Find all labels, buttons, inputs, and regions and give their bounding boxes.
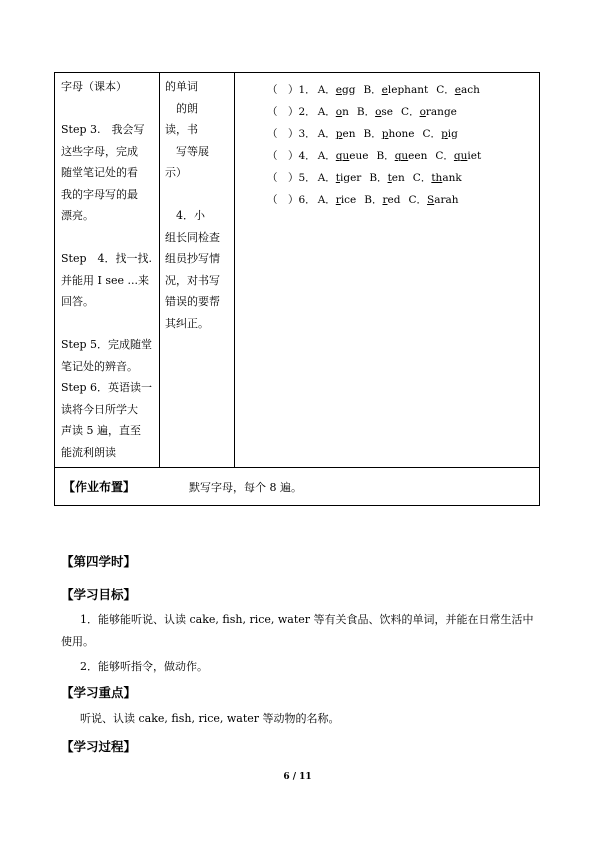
col1-line: 我的字母写的最 (61, 187, 138, 201)
col2-line: 读，书 (165, 123, 198, 136)
quiz-item (267, 170, 462, 185)
option-underlined: t (335, 172, 341, 184)
col1-line: 这些字母，完成 (61, 144, 138, 158)
quiz-number: 5． (298, 172, 316, 184)
option-label: C． (401, 106, 420, 118)
option-underlined: p (441, 128, 448, 140)
col1-line (61, 227, 152, 249)
option-text: gg (342, 84, 356, 96)
col1-line (61, 313, 152, 335)
col2-line: 示） (165, 166, 187, 179)
col1-line: 读将今日所学大 (61, 402, 138, 416)
option-label: A． (317, 150, 336, 162)
option-label: A． (317, 84, 336, 96)
option-label: C． (422, 128, 442, 140)
quiz-number: 1． (298, 84, 316, 96)
homework-text: 默写字母，每个 8 遍。 (189, 481, 302, 494)
heading-focus: 【学习重点】 (61, 685, 137, 700)
col1-line: 回答。 (61, 295, 94, 308)
col1-line: Step 3. 我会写 (61, 123, 145, 136)
option-underlined: p (335, 128, 343, 140)
col2-line: 组长同检查 (165, 230, 220, 244)
option-label: B． (363, 128, 382, 140)
option-text: iger (340, 172, 362, 184)
option-label: C． (436, 84, 455, 96)
option-underlined: r (382, 194, 388, 206)
col1-line: Step 5．完成随堂 (61, 338, 153, 351)
option-label: B． (363, 84, 382, 96)
heading-period: 【第四学时】 (61, 554, 137, 569)
goal2: 2．能够听指令，做动作。 (80, 660, 208, 673)
quiz-number: 4． (298, 150, 316, 162)
option-text: lephant (387, 84, 429, 96)
quiz-bracket: （ ） (267, 150, 299, 162)
option-text: arah (434, 194, 459, 206)
option-text: ank (442, 172, 462, 184)
option-text: eue (349, 150, 369, 162)
option-underlined: o (375, 106, 382, 118)
homework-label: 【作业布置】 (63, 480, 136, 494)
option-underlined: qu (335, 150, 350, 162)
table-col2-text (165, 76, 220, 334)
quiz-number: 2． (298, 106, 316, 118)
option-label: A． (317, 172, 336, 184)
col1-line: Step 6．英语读一 (61, 381, 153, 394)
option-text: en (391, 172, 405, 184)
option-label: A． (317, 194, 336, 206)
option-text: ach (460, 84, 480, 96)
option-label: B． (356, 106, 376, 118)
quiz-bracket: （ ） (267, 172, 299, 184)
option-label: A． (317, 106, 336, 118)
quiz-item (267, 148, 481, 163)
table-row-divider (55, 467, 539, 468)
col1-line: 字母（课本） (61, 80, 127, 93)
option-underlined: o (335, 106, 343, 118)
option-label: C． (435, 150, 454, 162)
col2-line: 错误的要帮 (165, 295, 220, 308)
option-label: A． (317, 128, 336, 140)
quiz-number: 3． (298, 128, 316, 140)
option-underlined: qu (394, 150, 409, 162)
option-text: se (381, 106, 394, 118)
col1-line: Step 4．找一找. (61, 252, 153, 265)
option-text: iet (467, 150, 482, 162)
option-underlined: th (431, 172, 443, 184)
col1-line: 随堂笔记处的看 (61, 166, 138, 179)
quiz-number: 6． (298, 194, 316, 206)
option-label: C． (408, 194, 427, 206)
option-text: n (342, 106, 349, 118)
option-label: B． (364, 194, 383, 206)
option-text: een (408, 150, 428, 162)
option-underlined: e (335, 84, 342, 96)
option-underlined: r (335, 194, 341, 206)
col2-line: 况，对书写 (165, 273, 220, 287)
col1-line: 漂亮。 (61, 209, 94, 222)
page-number: 6 / 11 (283, 772, 312, 782)
quiz-bracket: （ ） (267, 194, 299, 206)
option-text: en (342, 128, 356, 140)
table-divider-1 (159, 73, 160, 467)
col1-line: 能流利朗读 (61, 445, 116, 459)
goal1-line2: 使用。 (61, 635, 94, 648)
option-underlined: t (387, 172, 392, 184)
quiz-item (267, 126, 458, 141)
option-underlined: e (454, 84, 461, 96)
col1-line: 笔记处的辨音。 (61, 359, 138, 373)
focus-text: 听说、认读 cake, fish, rice, water 等动物的名称。 (80, 712, 340, 725)
quiz-item (267, 104, 457, 119)
quiz-item (267, 192, 459, 207)
option-text: hone (388, 128, 415, 140)
table-divider-2 (234, 73, 235, 467)
col1-line (61, 98, 152, 120)
option-underlined: S (427, 194, 435, 206)
quiz-item (267, 82, 480, 97)
quiz-bracket: （ ） (267, 128, 299, 140)
heading-process: 【学习过程】 (61, 739, 137, 754)
option-label: C． (412, 172, 432, 184)
col2-line: 其纠正。 (165, 316, 209, 330)
col2-line (165, 184, 220, 206)
option-text: ig (447, 128, 458, 140)
option-text: ed (387, 194, 401, 206)
option-underlined: qu (453, 150, 468, 162)
col2-line: 4．小 (165, 209, 205, 222)
option-label: B． (376, 150, 395, 162)
table-col1-text (61, 76, 152, 463)
col2-line: 的单词 (165, 80, 198, 93)
goal1-line1: 1．能够能听说、认读 cake, fish, rice, water 等有关食品、饮料的单词，并能在日常生活中 (80, 613, 534, 626)
option-text: ice (340, 194, 357, 206)
col1-line: 并能用 I see ...来 (61, 273, 149, 287)
heading-goals: 【学习目标】 (61, 587, 137, 602)
option-underlined: o (419, 106, 426, 118)
col2-line: 组员抄写情 (165, 252, 220, 265)
col2-line: 的朗 (165, 101, 198, 115)
option-label: B． (369, 172, 388, 184)
col2-line: 写等展 (165, 144, 209, 158)
option-text: range (425, 106, 457, 118)
quiz-bracket: （ ） (267, 84, 299, 96)
col1-line: 声读 5 遍，直至 (61, 424, 141, 437)
option-underlined: p (381, 128, 389, 140)
quiz-bracket: （ ） (267, 106, 299, 118)
option-underlined: e (381, 84, 388, 96)
